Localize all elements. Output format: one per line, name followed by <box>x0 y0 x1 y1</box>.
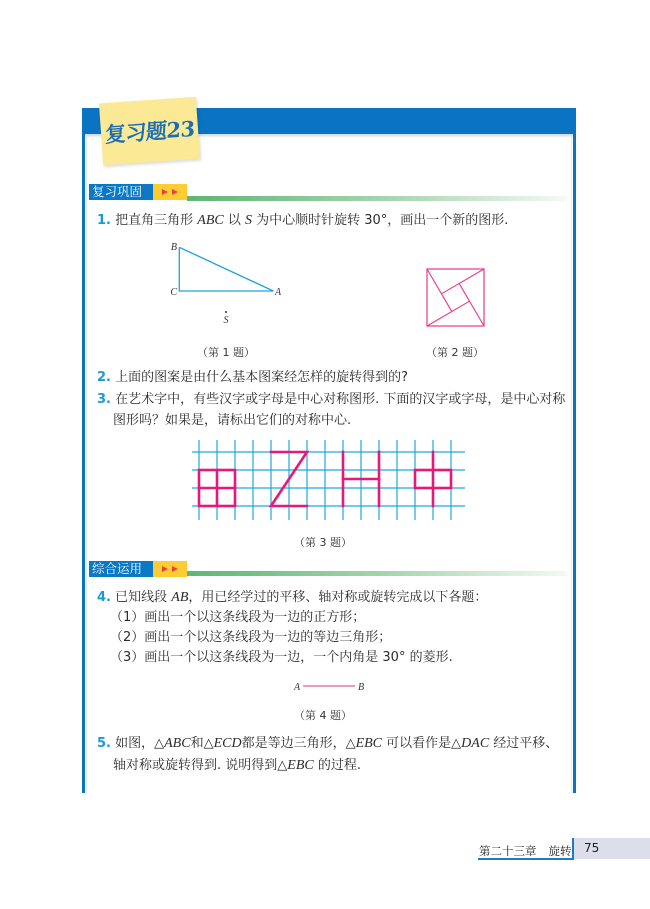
question-text: 以 <box>223 213 245 228</box>
character-tian <box>199 470 235 506</box>
question-number: 3. <box>97 392 111 407</box>
title-sticky-note <box>99 97 200 166</box>
question-text: 都是等边三角形，△ <box>241 736 356 751</box>
section-divider-bar <box>187 196 567 201</box>
question-4 <box>97 589 487 607</box>
math-var: ECD <box>213 736 242 751</box>
question-3 <box>97 391 565 409</box>
footer-divider <box>572 838 574 860</box>
question-text: 经过平移、 <box>489 736 559 751</box>
question-5-line-2 <box>113 757 361 775</box>
arrow-right-icon <box>172 189 178 195</box>
question-5 <box>97 735 558 753</box>
math-var: EBC <box>287 758 314 773</box>
math-var: EBC <box>355 736 383 751</box>
triangle-abc <box>179 247 273 291</box>
figure-2-pinwheel <box>420 262 495 337</box>
math-var: DAC <box>461 736 490 751</box>
figure-2-caption: （第 2 题） <box>426 346 484 359</box>
double-arrow-right-icon <box>153 561 187 577</box>
question-text: 在艺术字中，有些汉字或字母是中心对称图形. 下面的汉字或字母，是中心对称 <box>115 392 566 407</box>
chapter-number: 第二十三章 <box>479 844 537 858</box>
page-number: 75 <box>584 841 600 855</box>
math-var: ABC <box>197 213 224 228</box>
label-a: A <box>275 287 282 298</box>
figure-4-caption: （第 4 题） <box>294 709 352 722</box>
figure-3-grid <box>185 430 475 530</box>
figure-1-caption: （第 1 题） <box>197 346 255 359</box>
question-2 <box>97 369 408 387</box>
chapter-title: 旋转 <box>548 844 572 858</box>
arrow-right-icon <box>162 566 168 572</box>
question-text: 为中心顺时针旋转 30°，画出一个新的图形. <box>251 213 509 228</box>
label-a: A <box>293 682 301 693</box>
label-c: C <box>170 287 177 298</box>
outer-square <box>427 269 484 326</box>
math-var: ABC <box>164 736 191 751</box>
question-number: 1. <box>97 213 111 228</box>
question-text: ，用已经学过的平移、轴对称或旋转完成以下各题： <box>188 590 488 605</box>
footer-underline <box>478 858 574 860</box>
section-divider-bar <box>187 571 567 576</box>
point-s <box>225 311 227 313</box>
chapter-label <box>479 844 572 858</box>
label-b: B <box>170 242 177 253</box>
question-text: 上面的图案是由什么基本图案经怎样的旋转得到的? <box>115 370 409 385</box>
question-text: 可以看作是△ <box>382 736 462 751</box>
frame-left-border <box>82 108 85 793</box>
question-text: 已知线段 <box>115 590 172 605</box>
figure-1-triangle <box>160 230 300 330</box>
question-number: 4. <box>97 590 111 605</box>
question-text: 如图，△ <box>115 736 165 751</box>
math-var: S <box>244 213 252 228</box>
double-arrow-right-icon <box>153 184 187 200</box>
label-b: B <box>357 682 365 693</box>
arrow-right-icon <box>172 566 178 572</box>
question-number: 2. <box>97 370 111 385</box>
figure-4-segment <box>285 676 375 696</box>
figure-3-caption: （第 3 题） <box>294 536 352 549</box>
math-var: AB <box>171 590 189 605</box>
question-3-line-2: 图形吗？如果是，请标出它们的对称中心. <box>113 413 352 428</box>
frame-right-border <box>573 108 576 793</box>
question-text: 和△ <box>190 736 214 751</box>
question-4-item-2: （2）画出一个以这条线段为一边的等边三角形； <box>110 630 392 645</box>
frame-inner-line <box>86 134 87 793</box>
question-number: 5. <box>97 736 111 751</box>
question-1 <box>97 212 508 230</box>
question-text: 轴对称或旋转得到. 说明得到△ <box>113 758 288 773</box>
question-text: 的过程. <box>313 758 361 773</box>
question-4-item-3: （3）画出一个以这条线段为一边，一个内角是 30° 的菱形. <box>110 650 453 665</box>
page-title: 复习题23 <box>104 115 195 148</box>
question-text: 把直角三角形 <box>115 213 198 228</box>
arrow-right-icon <box>162 189 168 195</box>
question-4-item-1: （1）画出一个以这条线段为一边的正方形； <box>110 610 366 625</box>
character-zhong <box>415 452 451 506</box>
grid-lines <box>192 440 465 520</box>
section-header-application: 综合运用 <box>89 561 153 577</box>
label-s: S <box>223 315 229 326</box>
section-header-review: 复习巩固 <box>89 184 153 200</box>
frame-inner-line <box>571 134 572 793</box>
